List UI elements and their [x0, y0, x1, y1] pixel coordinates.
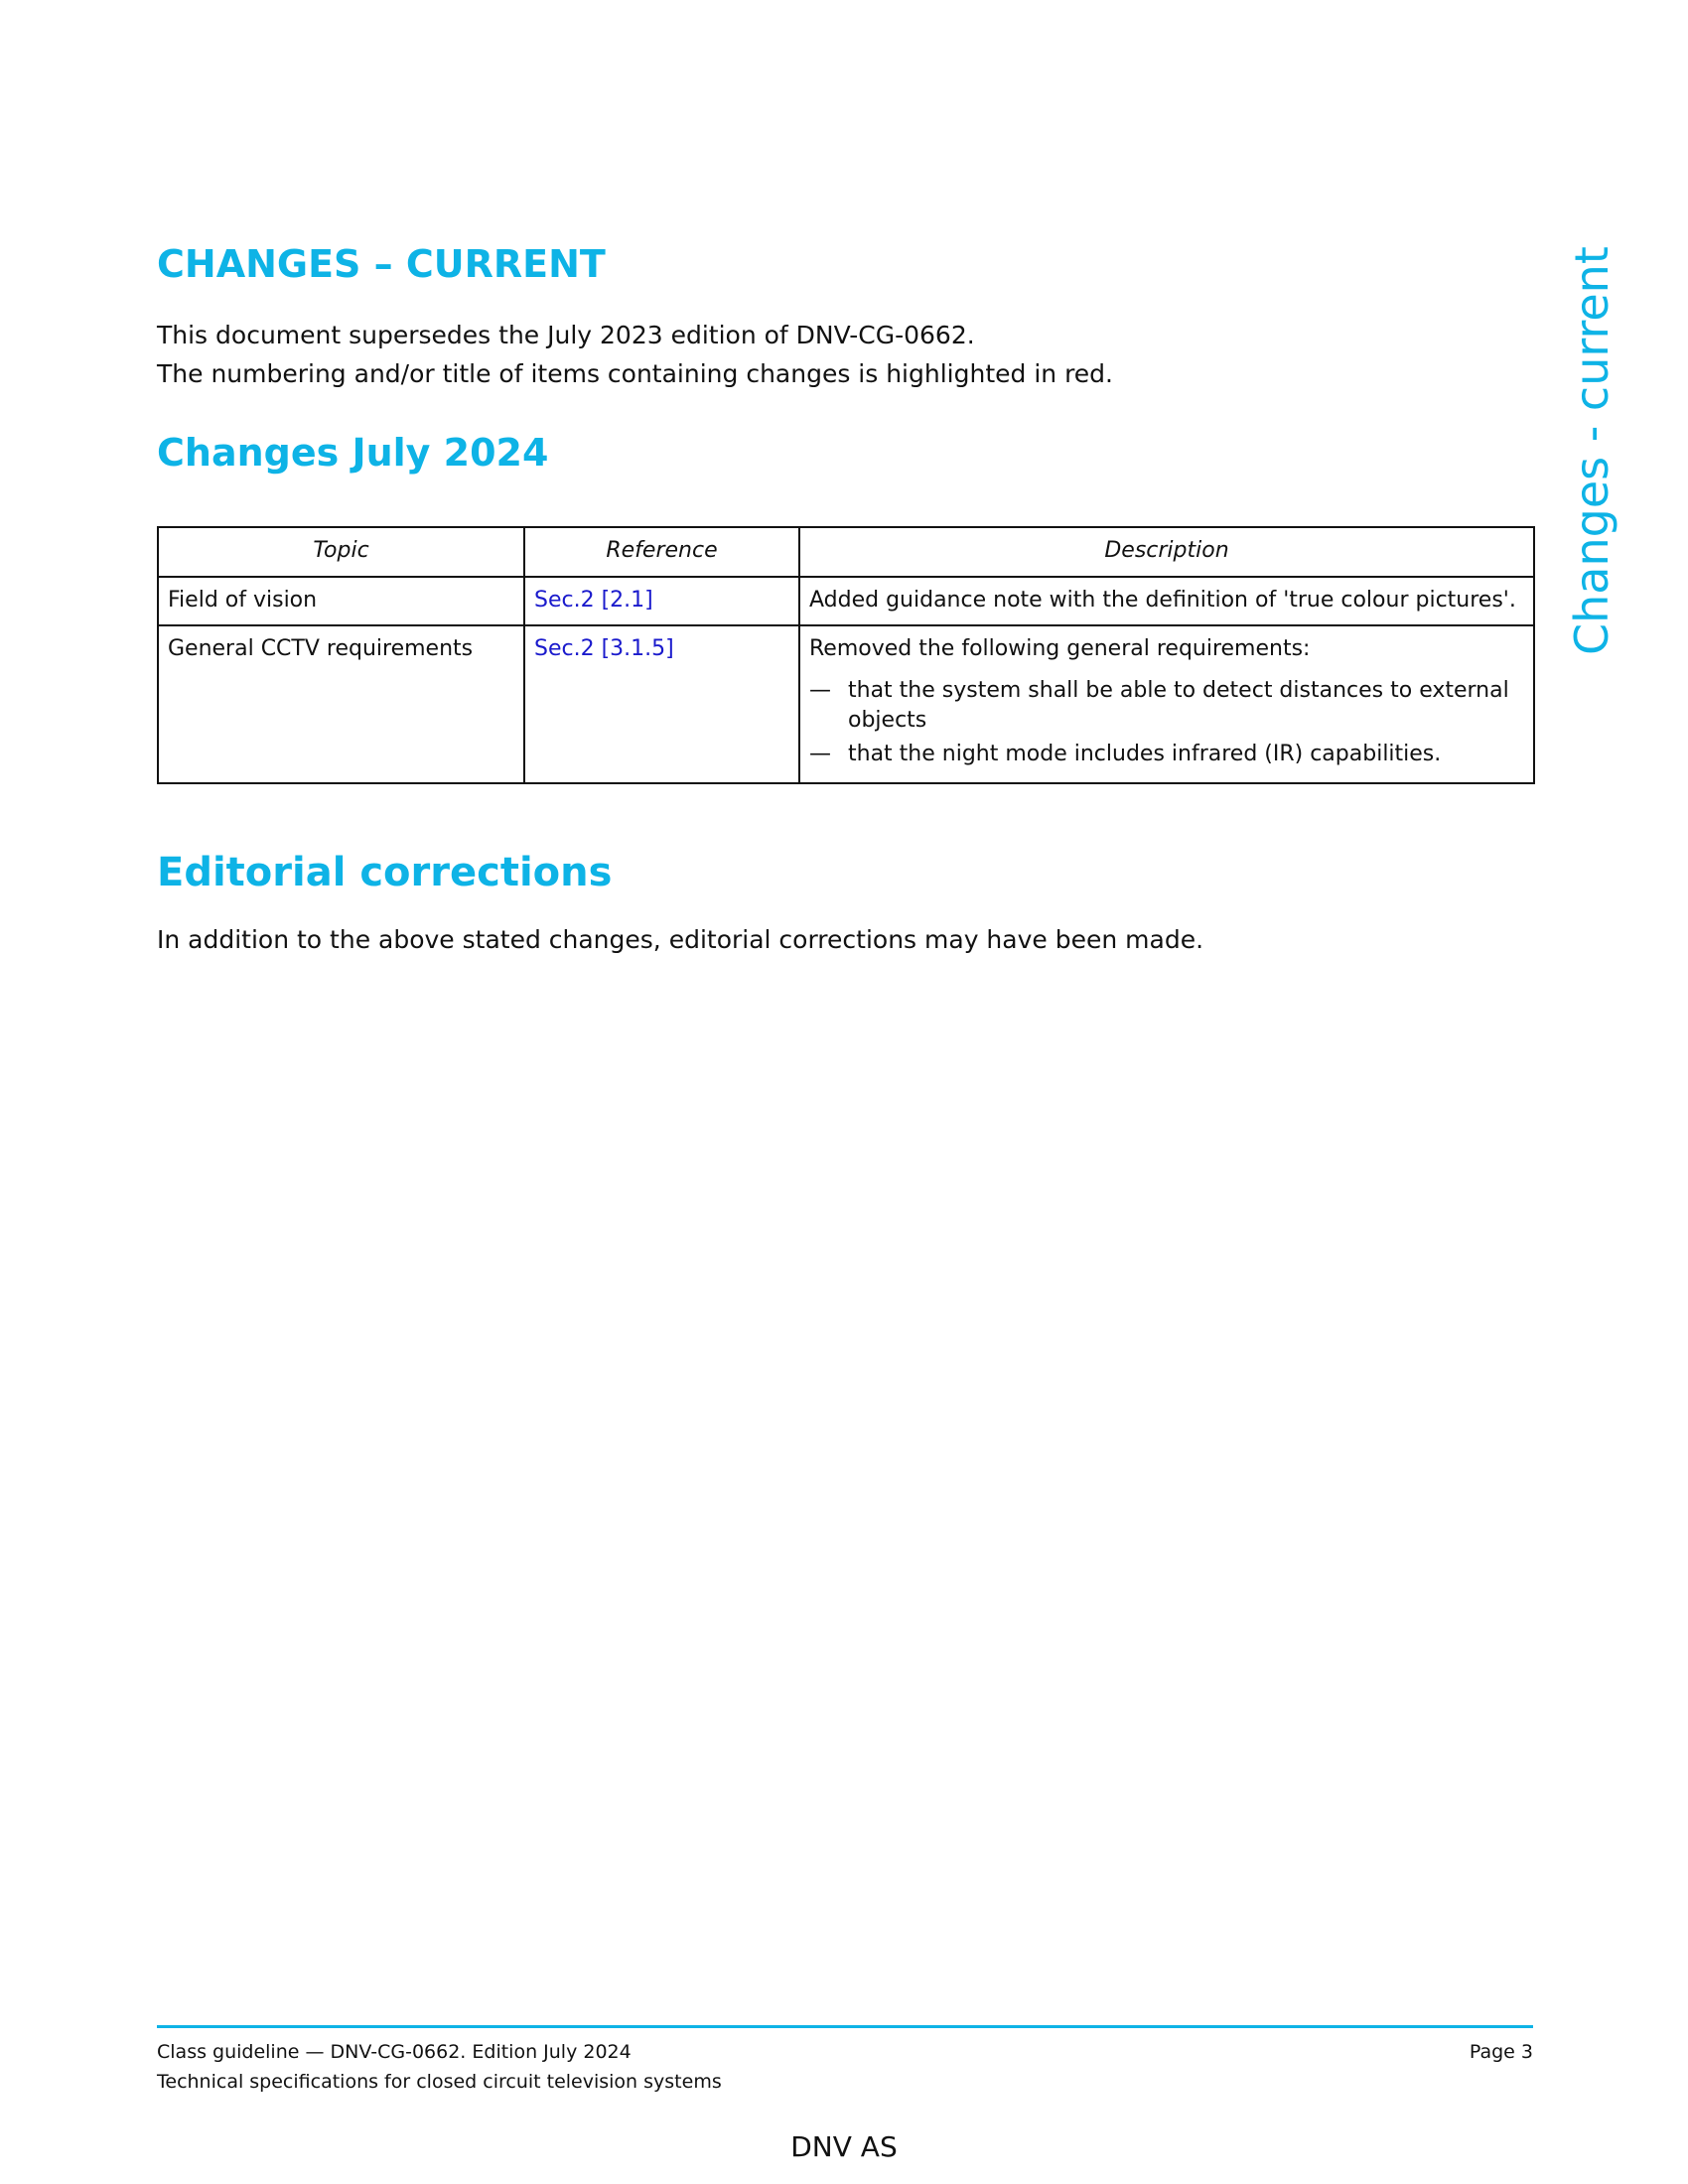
footer-document-id: Class guideline — DNV-CG-0662. Edition July 2024	[157, 2041, 632, 2063]
list-item	[809, 676, 1524, 736]
description-text: Removed the following general requirements:	[809, 636, 1311, 661]
dash-marker: —	[809, 742, 831, 766]
reference-link[interactable]: Sec.2 [2.1]	[534, 588, 653, 613]
list-item-text: that the system shall be able to detect distances to external objects	[848, 678, 1509, 733]
table-header-row	[158, 527, 1534, 577]
reference-cell	[524, 625, 799, 783]
topic-cell: General CCTV requirements	[158, 625, 524, 783]
section-side-label: Changes - current	[1565, 246, 1618, 655]
requirements-list	[809, 676, 1524, 769]
list-item	[809, 740, 1524, 769]
intro-line-2: The numbering and/or title of items containing changes is highlighted in red.	[157, 359, 1113, 388]
dash-marker: —	[809, 678, 831, 703]
intro-text	[157, 316, 1113, 393]
table-row	[158, 625, 1534, 783]
topic-cell: Field of vision	[158, 577, 524, 625]
intro-line-1: This document supersedes the July 2023 edition of DNV-CG-0662.	[157, 321, 975, 349]
column-header-description: Description	[799, 527, 1534, 577]
description-cell	[799, 625, 1534, 783]
table-row	[158, 577, 1534, 625]
editorial-heading: Editorial corrections	[157, 850, 613, 895]
page-title: CHANGES – CURRENT	[157, 242, 606, 286]
reference-link[interactable]: Sec.2 [3.1.5]	[534, 636, 674, 661]
reference-cell	[524, 577, 799, 625]
editorial-text: In addition to the above stated changes, editorial corrections may have been made.	[157, 925, 1204, 954]
changes-heading: Changes July 2024	[157, 431, 549, 475]
list-item-text: that the night mode includes infrared (IR) capabilities.	[848, 742, 1442, 766]
changes-table	[157, 526, 1535, 784]
footer-info	[157, 2037, 722, 2097]
footer-divider	[157, 2025, 1533, 2028]
publisher-name: DNV AS	[790, 2130, 898, 2163]
column-header-topic: Topic	[158, 527, 524, 577]
page-number: Page 3	[1469, 2041, 1533, 2063]
description-cell: Added guidance note with the definition of 'true colour pictures'.	[799, 577, 1534, 625]
column-header-reference: Reference	[524, 527, 799, 577]
footer-document-title: Technical specifications for closed circuit television systems	[157, 2071, 722, 2093]
